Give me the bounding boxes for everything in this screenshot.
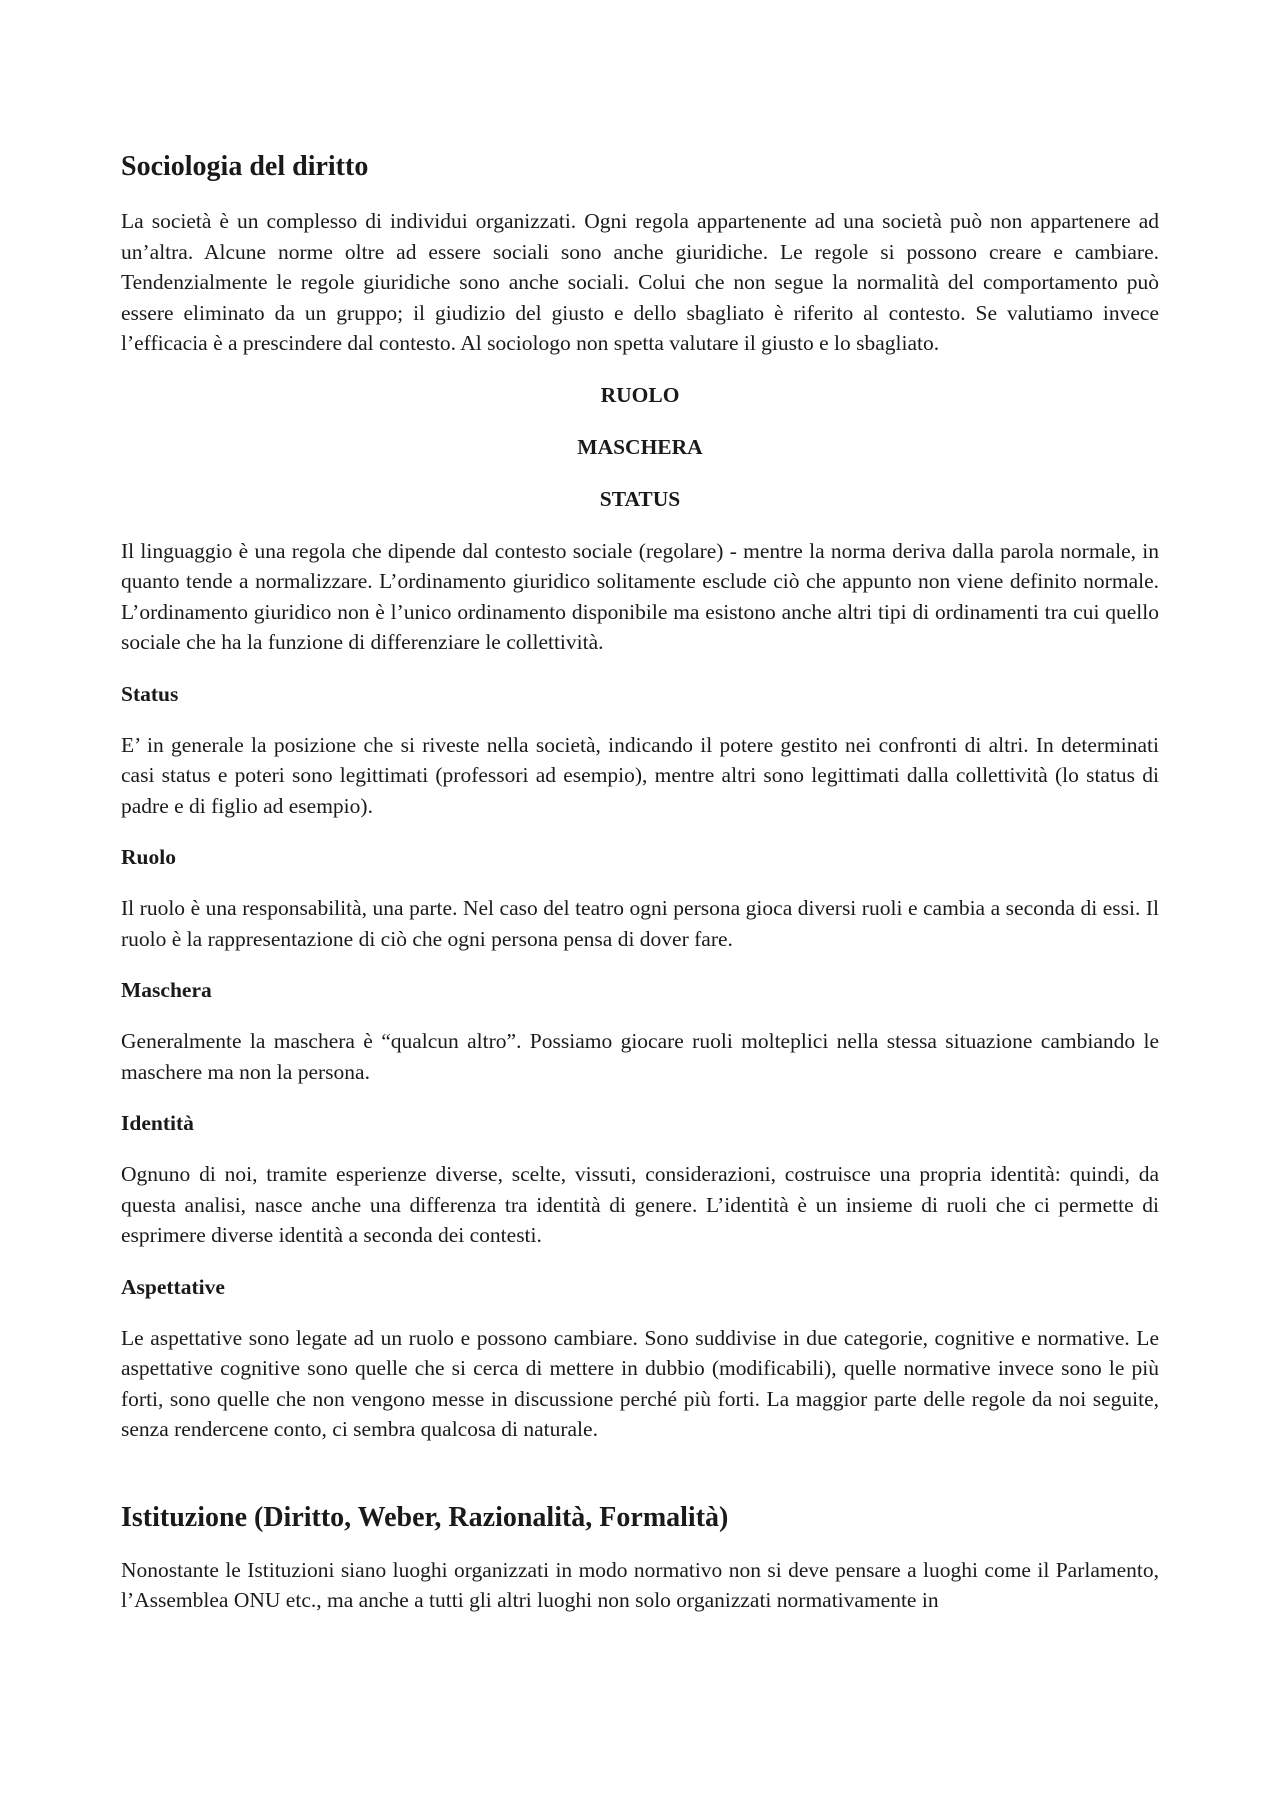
- paragraph-ruolo: Il ruolo è una responsabilità, una parte. Nel caso del teatro ogni persona gioca diversi ruoli e cambia a seconda di essi. Il ruolo è la rappresentazione di ciò che ogni persona pensa di dover fare.: [121, 896, 1159, 951]
- subheading-identita: Identità: [121, 1111, 194, 1135]
- subheading-ruolo: Ruolo: [121, 845, 176, 869]
- subheading-aspettative: Aspettative: [121, 1274, 225, 1299]
- subheading-maschera: Maschera: [121, 978, 212, 1002]
- paragraph-status: E’ in generale la posizione che si riveste nella società, indicando il potere gestito nei confronti di altri. In determinati casi status e poteri sono legittimati (professori ad esempio), mentre altri sono legittimati dalla collettività (lo status di padre e di figlio ad esempio).: [121, 732, 1159, 818]
- intro-paragraph: La società è un complesso di individui organizzati. Ogni regola appartenente ad una società può non appartenere ad un’altra. Alcune norme oltre ad essere sociali sono anche giuridiche. Le regole si possono creare e cambiare. Tendenzialmente le regole giuridiche sono anche sociali. Colui che non segue la normalità del comportamento può essere eliminato da un gruppo; il giudizio del giusto e dello sbagliato è riferito al contesto. Se valutiamo invece l’efficacia è a prescindere dal contesto. Al sociologo non spetta valutare il giusto e lo sbagliato.: [121, 209, 1159, 355]
- section-title-sociologia: Sociologia del diritto: [121, 151, 369, 182]
- centered-heading-maschera: MASCHERA: [577, 434, 703, 459]
- paragraph-maschera: Generalmente la maschera è “qualcun altro”. Possiamo giocare ruoli molteplici nella stessa situazione cambiando le maschere ma non la persona.: [121, 1029, 1159, 1084]
- centered-heading-ruolo: RUOLO: [600, 382, 680, 407]
- paragraph-identita: Ognuno di noi, tramite esperienze diverse, scelte, vissuti, considerazioni, costruisce una propria identità: quindi, da questa analisi, nasce anche una differenza tra identità di genere. L’identità è un insieme di ruoli che ci permette di esprimere diverse identità a seconda dei contesti.: [121, 1162, 1159, 1247]
- section-title-istituzione: Istituzione (Diritto, Weber, Razionalità, Formalità): [121, 1501, 729, 1533]
- centered-heading-status: STATUS: [599, 486, 681, 511]
- paragraph-istituzione: Nonostante le Istituzioni siano luoghi organizzati in modo normativo non si deve pensare a luoghi come il Parlamento, l’Assemblea ONU etc., ma anche a tutti gli altri luoghi non solo organizzati normativamente in: [121, 1557, 1159, 1612]
- subheading-status: Status: [121, 681, 179, 706]
- paragraph-aspettative: Le aspettative sono legate ad un ruolo e possono cambiare. Sono suddivise in due categorie, cognitive e normative. Le aspettative cognitive sono quelle che si cerca di mettere in dubbio (modificabili), quelle normative invece sono le più forti, sono quelle che non vengono messe in discussione perché più forti. La maggior parte delle regole da noi seguite, senza rendercene conto, ci sembra qualcosa di naturale.: [121, 1325, 1159, 1441]
- language-paragraph: Il linguaggio è una regola che dipende dal contesto sociale (regolare) - mentre la norma deriva dalla parola normale, in quanto tende a normalizzare. L’ordinamento giuridico solitamente esclude ciò che appunto non viene definito normale. L’ordinamento giuridico non è l’unico ordinamento disponibile ma esistono anche altri tipi di ordinamenti tra cui quello sociale che ha la funzione di differenziare le collettività.: [121, 538, 1159, 654]
